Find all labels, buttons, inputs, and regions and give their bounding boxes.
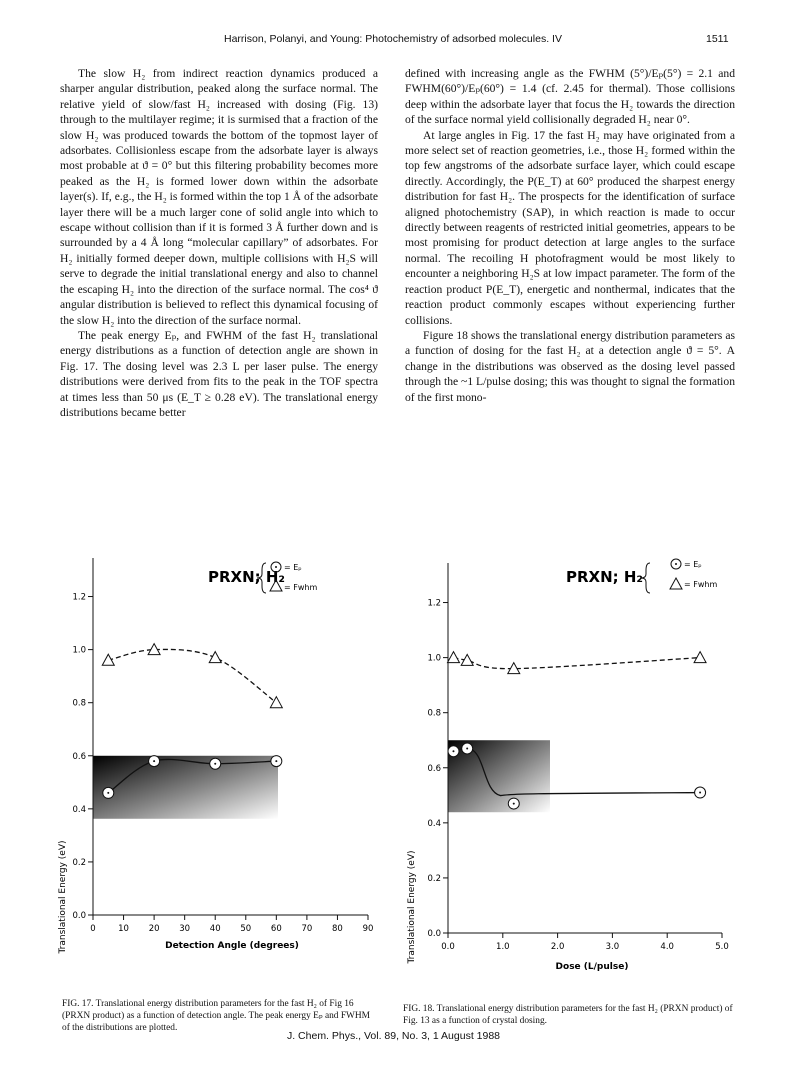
x-tick-label: 0.0: [441, 942, 455, 952]
left-text-column: [60, 66, 378, 420]
ep-point-dot: [466, 747, 468, 749]
ep-point-dot: [275, 760, 277, 762]
y-tick-label: 0.4: [427, 818, 441, 829]
x-tick-label: 2.0: [550, 942, 565, 952]
fwhm-series-line: [453, 658, 700, 669]
fwhm-point-triangle: [102, 654, 114, 665]
legend-circle-dot: [275, 566, 277, 568]
paragraph: The slow H₂ from indirect reaction dynamics produced a sharper angular distribution, peaked along the surface normal. The relative yield of slow/fast H₂ increased with dosing (Fig. 13) through to the multilayer regime; it is surmised that a fraction of the slow H₂ was produced towards the bottom of the topmost layer of adsorbates. Collisionless escape from the adsorbate layer is always most probable at ϑ = 0° but this filtering probability becomes more peaked as the H₂ is formed lower down within the adsorbate layer(s). If, e.g., the H₂ is formed within the top 1 Å of the adsorbate layer there will be a much larger cone of solid angle into which to escape without collision than if it is formed 3 Å further down and is surrounded by a 4 Å long “molecular capillary” of adsorbates. For H₂ initially formed deeper down, multiple collisions with H₂S will serve to degrade the initial translational energy and also to channel the escaping H₂ into the direction of the surface normal. The cos⁴ ϑ angular distribution is believed to reflect this dynamical focusing of the slow H₂ into the direction of the surface normal.: [60, 67, 378, 327]
x-axis-label: Detection Angle (degrees): [165, 941, 299, 951]
ep-point-dot: [107, 792, 109, 794]
paragraph: The peak energy Eₚ, and FWHM of the fast H₂ translational energy distributions as a function of detection angle are shown in Fig. 17. The dosing level was 2.3 L per laser pulse. The energy distributions were derived from fits to the peak in the TOF spectra at times less than 50 μs (E_T ≥ 0.28 eV). The translational energy distributions became better: [60, 328, 378, 419]
y-axis-label: Translational Energy (eV): [407, 850, 417, 964]
x-tick-label: 90: [362, 924, 374, 934]
y-tick-label: 0.6: [427, 763, 441, 774]
ep-point-dot: [214, 763, 216, 765]
right-text-column: [405, 66, 735, 405]
page-number: 1511: [706, 33, 729, 45]
x-tick-label: 70: [301, 924, 313, 934]
figure-18-chart: [400, 540, 740, 980]
legend-circle-dot: [675, 563, 677, 565]
y-tick-label: 0.0: [427, 929, 441, 939]
ep-point-dot: [452, 750, 454, 752]
y-tick-label: 1.2: [72, 592, 86, 603]
fwhm-point-triangle: [209, 652, 221, 663]
ep-point-dot: [153, 760, 155, 762]
y-tick-label: 0.2: [72, 857, 86, 868]
shaded-band: [93, 756, 278, 819]
x-tick-label: 40: [209, 924, 221, 934]
paragraph: At large angles in Fig. 17 the fast H₂ may have originated from a more select set of reaction geometries, i.e., those H₂ formed within the top few angstroms of the adsorbate surface layer, which could escape directly. Accordingly, the P(E_T) at 60° produced the sharpest energy distribution for fast H₂. The prospects for the identification of surface aligned photochemistry (SAP), in which reaction is made to occur directly between reagents of restricted initial geometries, appears to be most promising for product detection at large angles to the surface normal. The recoiling H photofragment would be most likely to encounter a neighboring H₂S at low impact parameter. The form of the reaction product P(E_T), energetic and nonthermal, indicates that the reaction product commonly escapes without experiencing further collisions.: [405, 128, 735, 327]
x-tick-label: 3.0: [605, 942, 620, 952]
y-tick-label: 1.0: [427, 653, 441, 664]
y-tick-label: 1.2: [427, 598, 441, 609]
x-tick-label: 50: [240, 924, 252, 934]
legend-fwhm-label: = Fwhm: [284, 583, 318, 592]
x-tick-label: 30: [179, 924, 191, 934]
x-tick-label: 4.0: [660, 942, 674, 952]
legend-triangle-marker: [670, 578, 682, 589]
ep-point-dot: [699, 792, 701, 794]
ep-point-dot: [513, 803, 515, 805]
y-tick-label: 0.6: [72, 751, 86, 762]
x-tick-label: 10: [118, 924, 129, 934]
x-tick-label: 5.0: [715, 942, 729, 952]
legend: [566, 559, 717, 593]
x-tick-label: 20: [148, 924, 160, 934]
y-tick-label: 0.2: [427, 873, 441, 884]
x-tick-label: 1.0: [496, 942, 510, 952]
paragraph: defined with increasing angle as the FWHM (5°)/Eₚ(5°) = 2.1 and FWHM(60°)/Eₚ(60°) = 1.4 (cf. 2.45 for thermal). Those collisions deep within the adsorbate layer that focus the H₂ towards the direction of the surface normal yield collisionally degraded H₂ near 0°.: [405, 67, 735, 127]
fwhm-point-triangle: [694, 652, 706, 663]
fwhm-point-triangle: [270, 697, 282, 708]
figure-17-caption: FIG. 17. Translational energy distribution parameters for the fast H₂ of Fig 16 (PRXN product) as a function of detection angle. The peak energy Eₚ and FWHM of the distributions are plotted.: [62, 999, 371, 1033]
legend: [208, 562, 317, 593]
y-tick-label: 0.4: [72, 804, 86, 815]
figure-18-caption: FIG. 18. Translational energy distribution parameters for the fast H₂ (PRXN product) of Fig. 13 as a function of crystal dosing.: [403, 1004, 733, 1026]
y-tick-label: 0.8: [72, 698, 86, 709]
x-tick-label: 0: [90, 924, 96, 934]
figure-18: [400, 540, 740, 980]
y-axis-label: Translational Energy (eV): [58, 840, 68, 954]
y-tick-label: 1.0: [72, 645, 86, 656]
figure-17-chart: [40, 540, 380, 960]
y-tick-label: 0.0: [72, 911, 86, 921]
x-axis-label: Dose (L/pulse): [555, 962, 629, 972]
journal-footer: J. Chem. Phys., Vol. 89, No. 3, 1 August 1988: [286, 1030, 501, 1042]
legend-title: PRXN; H₂: [566, 568, 644, 586]
paragraph: Figure 18 shows the translational energy distribution parameters as a function of dosing for the fast H₂ at a detection angle ϑ = 5°. A change in the distributions was observed as the dosing level passed through the ~1 L/pulse dosing; this was thought to signal the formation of the first mono-: [405, 328, 735, 404]
running-title: Harrison, Polanyi, and Young: Photochemistry of adsorbed molecules. IV: [224, 33, 562, 45]
x-tick-label: 80: [332, 924, 343, 934]
figure-17: [40, 540, 380, 960]
y-tick-label: 0.8: [427, 708, 441, 719]
legend-fwhm-label: = Fwhm: [684, 580, 718, 589]
legend-ep-label: = Eₚ: [684, 560, 702, 569]
legend-ep-label: = Eₚ: [284, 563, 302, 572]
fwhm-point-triangle: [447, 652, 459, 663]
legend-title: PRXN; H₂: [208, 568, 286, 586]
x-tick-label: 60: [270, 924, 282, 934]
fwhm-series-line: [108, 649, 276, 702]
